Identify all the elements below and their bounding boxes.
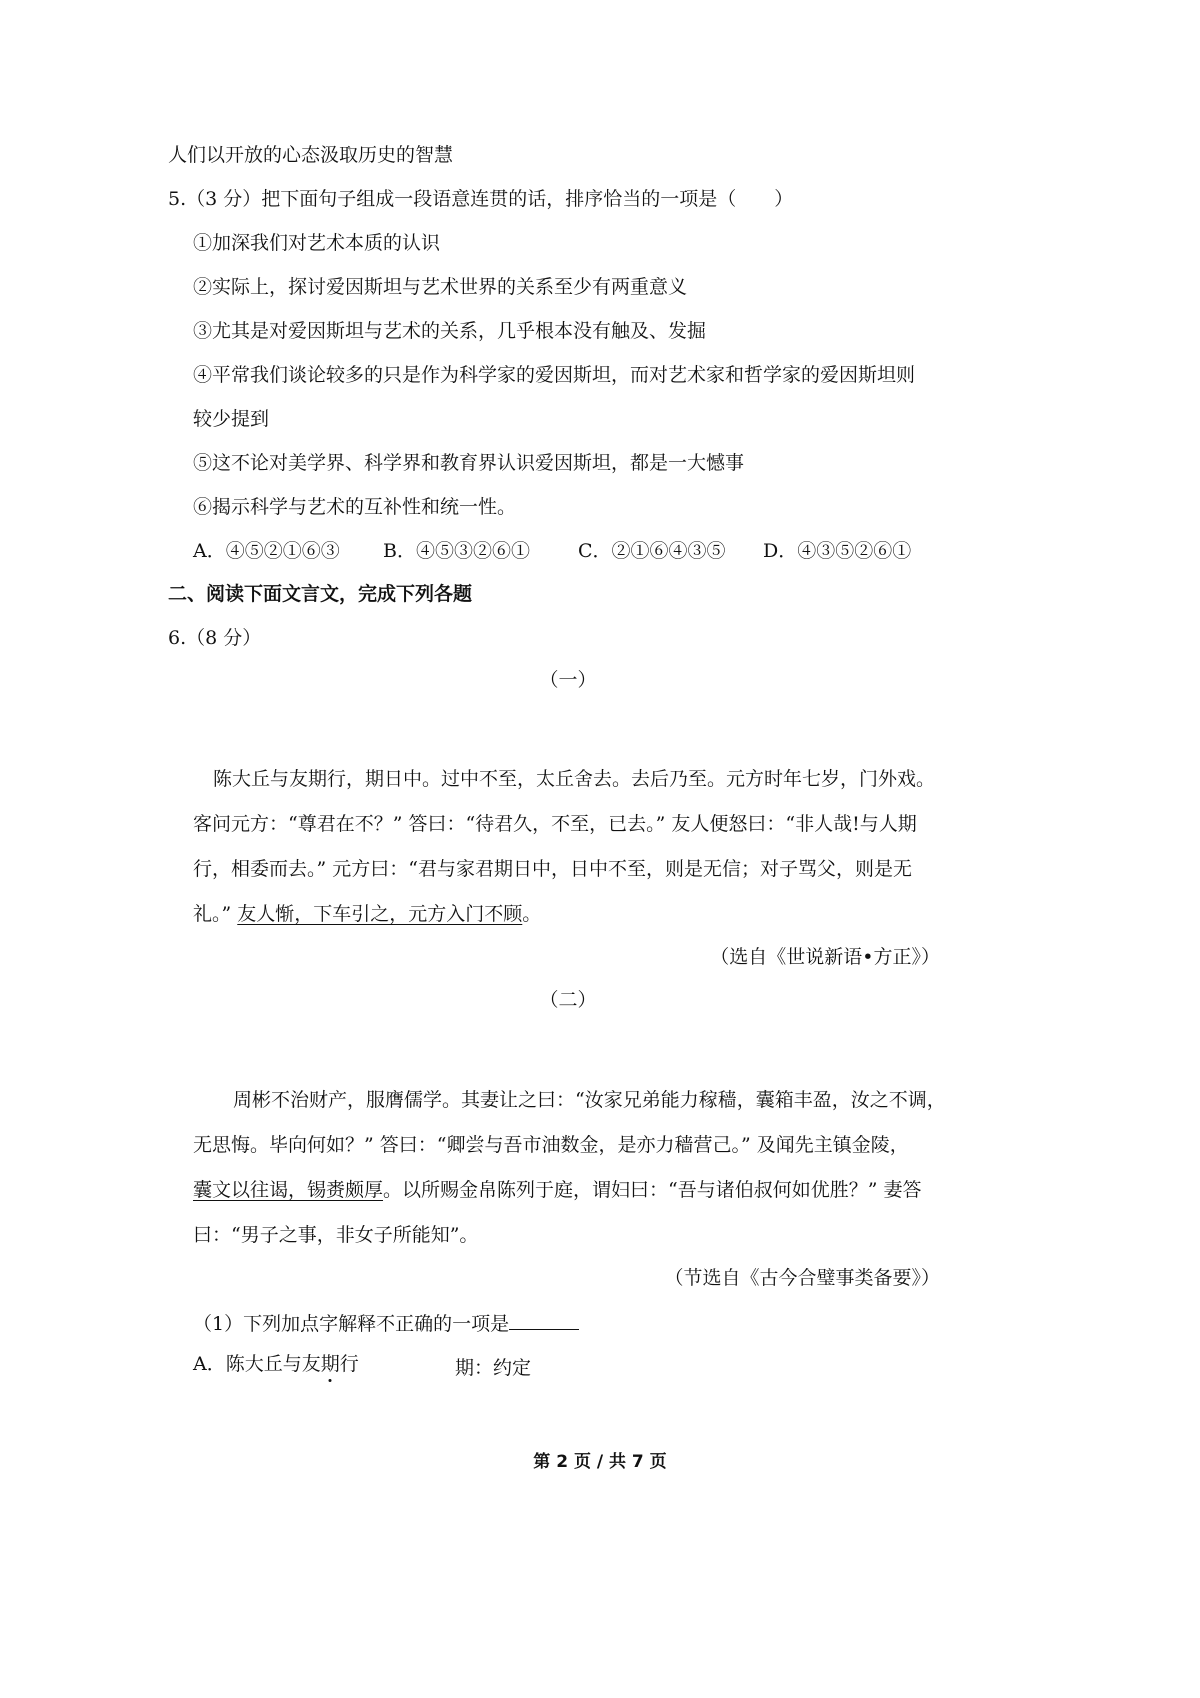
option-a-gloss: 期：约定: [455, 1357, 532, 1379]
passage-2-source: （节选自《古今合璧事类备要》）: [664, 1267, 940, 1289]
question-5-stem: 5.（3 分）把下面句子组成一段语意连贯的话，排序恰当的一项是（ ）: [168, 188, 794, 210]
sentence-4-line-2: 较少提到: [193, 408, 270, 430]
question-6-1-stem: [193, 1309, 579, 1336]
passage-2-line-3: [193, 1178, 921, 1202]
option-a-text-start: A．陈大丘与友: [193, 1353, 321, 1375]
passage-1-line-4: [193, 902, 541, 926]
passage-1-line-3: 行，相委而去。” 元方曰：“君与家君期日中，日中不至，则是无信；对子骂父，则是无: [193, 858, 912, 880]
passage-1-line-4-start: 礼。”: [193, 903, 238, 925]
passage-1-line-1: 陈大丘与友期行，期日中。过中不至，太丘舍去。去后乃至。元方时年七岁，门外戏。: [213, 768, 936, 790]
option-a: A．④⑤②①⑥③: [193, 540, 340, 562]
continued-text-line: 人们以开放的心态汲取历史的智慧: [168, 144, 454, 166]
sentence-1: ①加深我们对艺术本质的认识: [193, 232, 441, 254]
question-6-1-option-a: [193, 1352, 359, 1376]
section-2-heading: 二、阅读下面文言文，完成下列各题: [168, 583, 473, 605]
passage-2-line-3-end: 。以所赐金帛陈列于庭，谓妇曰：“吾与诸伯叔何如优胜？” 妻答: [383, 1179, 922, 1201]
option-a-text-end: 行: [339, 1353, 359, 1375]
passage-2-line-1: 周彬不治财产，服膺儒学。其妻让之曰：“汝家兄弟能力稼穑，囊箱丰盈，汝之不调，: [233, 1089, 946, 1111]
passage-1-underlined-sentence: 友人惭，下车引之，元方入门不顾: [237, 903, 523, 925]
option-b: B．④⑤③②⑥①: [383, 540, 530, 562]
sentence-6: ⑥揭示科学与艺术的互补性和统一性。: [193, 496, 517, 518]
sentence-3: ③尤其是对爱因斯坦与艺术的关系，几乎根本没有触及、发掘: [193, 320, 707, 342]
answer-blank: [509, 1309, 579, 1330]
passage-1-line-4-end: 。: [522, 903, 542, 925]
dotted-character: 期: [320, 1353, 340, 1375]
option-d: D．④③⑤②⑥①: [763, 540, 912, 562]
passage-2-line-4: 曰：“男子之事，非女子所能知”。: [193, 1224, 479, 1246]
passage-2-title: （二）: [539, 989, 597, 1011]
passage-1-source: （选自《世说新语•方正》）: [710, 946, 940, 968]
question-6-stem: 6.（8 分）: [168, 627, 262, 649]
option-c: C．②①⑥④③⑤: [578, 540, 726, 562]
question-6-1-text: （1）下列加点字解释不正确的一项是: [193, 1313, 510, 1335]
passage-2-line-2: 无思悔。毕向何如？” 答曰：“卿尝与吾市油数金，是亦力穑营己。” 及闻先主镇金陵，: [193, 1134, 909, 1156]
sentence-5: ⑤这不论对美学界、科学界和教育界认识爱因斯坦，都是一大憾事: [193, 452, 745, 474]
sentence-2: ②实际上，探讨爱因斯坦与艺术世界的关系至少有两重意义: [193, 276, 688, 298]
passage-2-underlined-sentence: 囊文以往谒，锡赉颇厚: [193, 1179, 384, 1201]
page-footer: 第 2 页 / 共 7 页: [533, 1452, 667, 1472]
sentence-4-line-1: ④平常我们谈论较多的只是作为科学家的爱因斯坦，而对艺术家和哲学家的爱因斯坦则: [193, 364, 916, 386]
passage-1-line-2: 客问元方：“尊君在不？” 答曰：“待君久，不至，已去。” 友人便怒曰：“非人哉!与人期: [193, 813, 917, 835]
passage-1-title: （一）: [539, 669, 597, 691]
